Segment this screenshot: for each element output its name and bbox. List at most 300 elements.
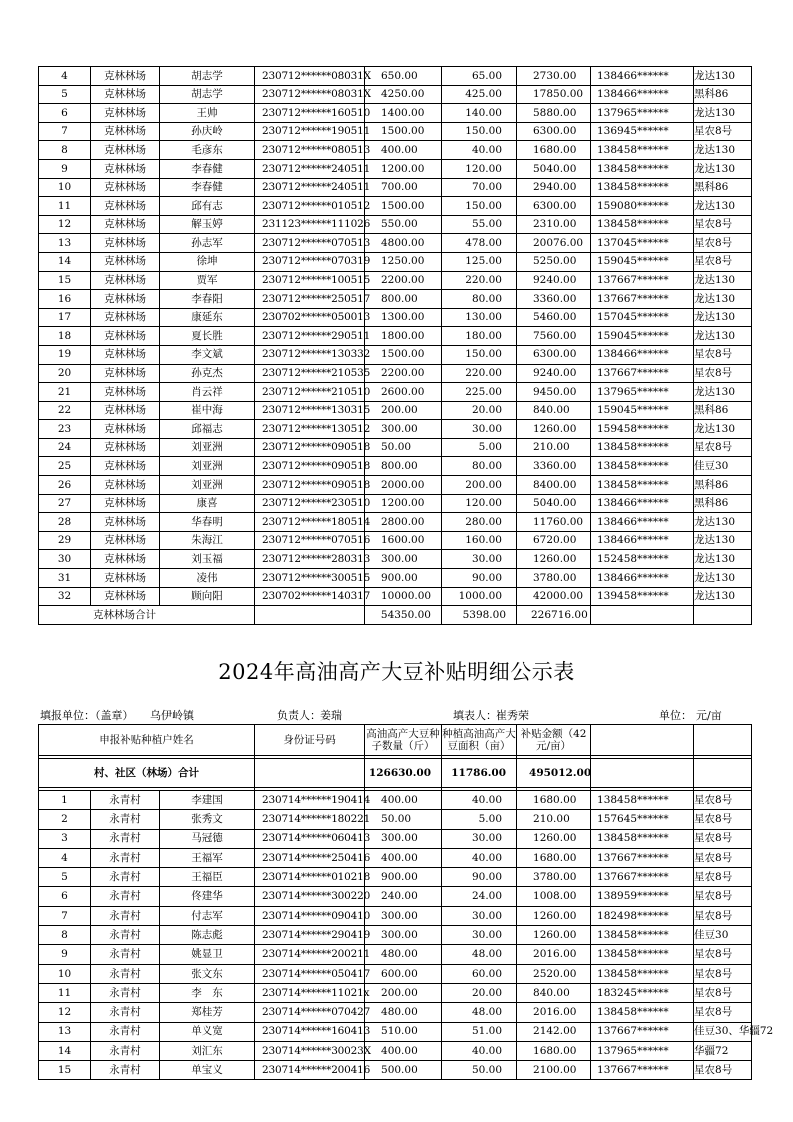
row-name: 李春健 <box>160 159 255 178</box>
row-unit: 克林林场 <box>91 197 160 216</box>
row-unit: 克林林场 <box>91 252 160 271</box>
table-row <box>39 159 752 178</box>
row-name: 邱有志 <box>160 197 255 216</box>
row-phone: 138466****** <box>591 569 694 588</box>
row-number: 26 <box>39 476 91 495</box>
row-phone: 138458****** <box>591 945 694 964</box>
row-phone: 138466****** <box>591 494 694 513</box>
row-unit: 永青村 <box>91 887 160 906</box>
row-phone: 182498****** <box>591 906 694 925</box>
row-unit: 克林林场 <box>91 550 160 569</box>
row-variety: 黑科86 <box>694 85 752 104</box>
row-number: 14 <box>39 1041 91 1060</box>
row-area: 90.00 <box>442 569 517 588</box>
table-row <box>39 234 752 253</box>
table-row <box>39 364 752 383</box>
row-area: 24.00 <box>442 887 517 906</box>
row-seed-qty: 300.00 <box>365 906 442 925</box>
row-area: 130.00 <box>442 308 517 327</box>
row-unit: 克林林场 <box>91 476 160 495</box>
total-label: 克林林场合计 <box>39 606 255 625</box>
row-amount: 8400.00 <box>517 476 591 495</box>
row-unit: 克林林场 <box>91 67 160 86</box>
row-phone: 138458****** <box>591 438 694 457</box>
row-phone: 152458****** <box>591 550 694 569</box>
table-row <box>39 215 752 234</box>
row-name: 刘亚洲 <box>160 438 255 457</box>
row-id-number: 230712******070319 <box>255 252 365 271</box>
table-row <box>39 964 752 983</box>
row-number: 12 <box>39 1003 91 1022</box>
row-name: 单义宽 <box>160 1022 255 1041</box>
row-id-number: 230714******070427 <box>255 1003 365 1022</box>
row-area: 80.00 <box>442 290 517 309</box>
row-area: 65.00 <box>442 67 517 86</box>
row-amount: 2310.00 <box>517 215 591 234</box>
row-phone: 138458****** <box>591 141 694 160</box>
table-row <box>39 85 752 104</box>
row-phone: 183245****** <box>591 983 694 1002</box>
row-id-number: 230714******190414 <box>255 791 365 810</box>
row-variety: 星农8号 <box>694 345 752 364</box>
row-variety: 星农8号 <box>694 438 752 457</box>
row-amount: 3780.00 <box>517 569 591 588</box>
row-id-number: 230712******210535 <box>255 364 365 383</box>
row-number: 11 <box>39 983 91 1002</box>
row-id-number: 230712******240511 <box>255 178 365 197</box>
row-number: 1 <box>39 791 91 810</box>
row-area: 478.00 <box>442 234 517 253</box>
row-unit: 克林林场 <box>91 569 160 588</box>
row-phone: 138458****** <box>591 1003 694 1022</box>
row-area: 150.00 <box>442 197 517 216</box>
row-unit: 永青村 <box>91 1003 160 1022</box>
row-id-number: 230712******08031X <box>255 67 365 86</box>
row-number: 24 <box>39 438 91 457</box>
row-number: 30 <box>39 550 91 569</box>
row-id-number: 230712******090518 <box>255 457 365 476</box>
row-seed-qty: 200.00 <box>365 983 442 1002</box>
row-number: 8 <box>39 926 91 945</box>
table-row <box>39 983 752 1002</box>
row-variety: 龙达130 <box>694 513 752 532</box>
row-id-number: 230712******08031X <box>255 85 365 104</box>
header-id: 身份证号码 <box>255 725 365 756</box>
row-area: 5.00 <box>442 438 517 457</box>
row-number: 28 <box>39 513 91 532</box>
row-unit: 克林林场 <box>91 587 160 606</box>
row-variety: 龙达130 <box>694 197 752 216</box>
row-name: 夏长胜 <box>160 327 255 346</box>
row-amount: 5460.00 <box>517 308 591 327</box>
row-amount: 1008.00 <box>517 887 591 906</box>
row-amount: 6300.00 <box>517 197 591 216</box>
row-seed-qty: 1500.00 <box>365 197 442 216</box>
row-variety: 龙达130 <box>694 550 752 569</box>
row-variety: 龙达130 <box>694 383 752 402</box>
row-amount: 1260.00 <box>517 926 591 945</box>
row-phone: 138466****** <box>591 85 694 104</box>
row-area: 48.00 <box>442 1003 517 1022</box>
row-seed-qty: 480.00 <box>365 1003 442 1022</box>
row-name: 郑桂芳 <box>160 1003 255 1022</box>
row-unit: 克林林场 <box>91 420 160 439</box>
row-name: 李春阳 <box>160 290 255 309</box>
row-unit: 永青村 <box>91 791 160 810</box>
row-phone: 138458****** <box>591 215 694 234</box>
row-amount: 7560.00 <box>517 327 591 346</box>
row-variety: 黑科86 <box>694 178 752 197</box>
row-amount: 1260.00 <box>517 550 591 569</box>
row-variety: 龙达130 <box>694 67 752 86</box>
row-amount: 9450.00 <box>517 383 591 402</box>
row-number: 6 <box>39 887 91 906</box>
table-row <box>39 308 752 327</box>
row-id-number: 230714******090410 <box>255 906 365 925</box>
row-variety: 星农8号 <box>694 868 752 887</box>
row-number: 23 <box>39 420 91 439</box>
table-row <box>39 1003 752 1022</box>
row-unit: 永青村 <box>91 945 160 964</box>
row-variety: 龙达130 <box>694 531 752 550</box>
row-phone: 138466****** <box>591 513 694 532</box>
row-area: 40.00 <box>442 848 517 867</box>
row-id-number: 230714******200416 <box>255 1061 365 1080</box>
row-seed-qty: 2200.00 <box>365 271 442 290</box>
row-id-number: 230712******180514 <box>255 513 365 532</box>
row-name: 康喜 <box>160 494 255 513</box>
row-unit: 克林林场 <box>91 122 160 141</box>
table-row <box>39 122 752 141</box>
row-name: 刘玉福 <box>160 550 255 569</box>
row-id-number: 230712******090518 <box>255 438 365 457</box>
table-row <box>39 327 752 346</box>
row-unit: 克林林场 <box>91 531 160 550</box>
row-variety: 龙达130 <box>694 271 752 290</box>
row-seed-qty: 1500.00 <box>365 345 442 364</box>
row-area: 5.00 <box>442 810 517 829</box>
table-summary-row <box>39 759 752 788</box>
row-variety: 华疆72 <box>694 1041 752 1060</box>
meta-currency-label: 单位： <box>659 709 692 722</box>
row-area: 40.00 <box>442 1041 517 1060</box>
row-amount: 210.00 <box>517 810 591 829</box>
table-row <box>39 829 752 848</box>
row-seed-qty: 400.00 <box>365 791 442 810</box>
row-amount: 1260.00 <box>517 420 591 439</box>
row-area: 220.00 <box>442 364 517 383</box>
row-amount: 6300.00 <box>517 122 591 141</box>
row-name: 解玉婷 <box>160 215 255 234</box>
row-area: 40.00 <box>442 141 517 160</box>
row-id-number: 230712******210510 <box>255 383 365 402</box>
header-applicant: 申报补贴种植户姓名 <box>39 725 255 756</box>
row-seed-qty: 2000.00 <box>365 476 442 495</box>
row-number: 31 <box>39 569 91 588</box>
row-area: 51.00 <box>442 1022 517 1041</box>
row-name: 李建国 <box>160 791 255 810</box>
row-unit: 永青村 <box>91 810 160 829</box>
row-number: 15 <box>39 1061 91 1080</box>
row-name: 孙克杰 <box>160 364 255 383</box>
row-name: 李春健 <box>160 178 255 197</box>
total-area: 5398.00 <box>442 606 517 625</box>
row-variety: 佳豆30 <box>694 457 752 476</box>
row-seed-qty: 510.00 <box>365 1022 442 1041</box>
row-amount: 2730.00 <box>517 67 591 86</box>
row-unit: 克林林场 <box>91 494 160 513</box>
row-name: 顾向阳 <box>160 587 255 606</box>
row-area: 425.00 <box>442 85 517 104</box>
row-number: 22 <box>39 401 91 420</box>
row-seed-qty: 1200.00 <box>365 159 442 178</box>
row-name: 康延东 <box>160 308 255 327</box>
row-variety: 星农8号 <box>694 234 752 253</box>
row-seed-qty: 1200.00 <box>365 494 442 513</box>
row-seed-qty: 400.00 <box>365 848 442 867</box>
row-variety: 龙达130 <box>694 587 752 606</box>
row-phone: 138458****** <box>591 926 694 945</box>
row-number: 9 <box>39 159 91 178</box>
row-seed-qty: 900.00 <box>365 868 442 887</box>
row-unit: 克林林场 <box>91 141 160 160</box>
row-amount: 5880.00 <box>517 104 591 123</box>
row-id-number: 230714******290419 <box>255 926 365 945</box>
row-unit: 永青村 <box>91 848 160 867</box>
row-seed-qty: 1800.00 <box>365 327 442 346</box>
row-id-number: 230714******060413 <box>255 829 365 848</box>
row-number: 6 <box>39 104 91 123</box>
row-number: 29 <box>39 531 91 550</box>
table-row <box>39 345 752 364</box>
row-phone: 137667****** <box>591 868 694 887</box>
row-seed-qty: 300.00 <box>365 829 442 848</box>
row-id-number: 231123******111026 <box>255 215 365 234</box>
row-unit: 克林林场 <box>91 85 160 104</box>
meta-leader-value: 姜瑞 <box>320 709 342 722</box>
row-unit: 克林林场 <box>91 364 160 383</box>
row-amount: 3360.00 <box>517 290 591 309</box>
row-unit: 永青村 <box>91 868 160 887</box>
row-variety: 黑科86 <box>694 401 752 420</box>
row-phone: 137667****** <box>591 364 694 383</box>
row-name: 朱海江 <box>160 531 255 550</box>
row-phone: 138458****** <box>591 791 694 810</box>
row-number: 25 <box>39 457 91 476</box>
row-amount: 5040.00 <box>517 494 591 513</box>
row-phone: 159045****** <box>591 252 694 271</box>
row-unit: 克林林场 <box>91 104 160 123</box>
row-name: 华春明 <box>160 513 255 532</box>
row-variety: 龙达130 <box>694 569 752 588</box>
row-number: 13 <box>39 1022 91 1041</box>
row-phone: 137965****** <box>591 104 694 123</box>
row-id-number: 230712******300515 <box>255 569 365 588</box>
row-amount: 3360.00 <box>517 457 591 476</box>
row-amount: 42000.00 <box>517 587 591 606</box>
row-phone: 138458****** <box>591 829 694 848</box>
row-variety: 龙达130 <box>694 308 752 327</box>
table-row <box>39 945 752 964</box>
table-row <box>39 1041 752 1060</box>
row-area: 30.00 <box>442 420 517 439</box>
row-number: 18 <box>39 327 91 346</box>
header-area: 种植高油高产大豆面积（亩） <box>442 727 516 752</box>
row-seed-qty: 550.00 <box>365 215 442 234</box>
table-row <box>39 67 752 86</box>
row-variety: 星农8号 <box>694 887 752 906</box>
row-phone: 159458****** <box>591 420 694 439</box>
row-area: 150.00 <box>442 345 517 364</box>
row-unit: 永青村 <box>91 1041 160 1060</box>
row-variety: 星农8号 <box>694 1003 752 1022</box>
row-amount: 17850.00 <box>517 85 591 104</box>
row-id-number: 230712******010512 <box>255 197 365 216</box>
row-amount: 6720.00 <box>517 531 591 550</box>
row-area: 20.00 <box>442 401 517 420</box>
table-total-row <box>39 606 752 625</box>
row-number: 16 <box>39 290 91 309</box>
row-phone: 138458****** <box>591 476 694 495</box>
table-row <box>39 791 752 810</box>
row-name: 贾军 <box>160 271 255 290</box>
table-row <box>39 1061 752 1080</box>
row-id-number: 230712******090518 <box>255 476 365 495</box>
row-id-number: 230712******070513 <box>255 234 365 253</box>
row-amount: 20076.00 <box>517 234 591 253</box>
row-id-number: 230712******290511 <box>255 327 365 346</box>
row-unit: 克林林场 <box>91 345 160 364</box>
row-name: 崔中海 <box>160 401 255 420</box>
table-row <box>39 531 752 550</box>
row-variety: 星农8号 <box>694 791 752 810</box>
row-phone: 137965****** <box>591 383 694 402</box>
row-variety: 龙达130 <box>694 327 752 346</box>
row-amount: 2016.00 <box>517 945 591 964</box>
meta-currency-value: 元/亩 <box>696 709 722 722</box>
row-amount: 5040.00 <box>517 159 591 178</box>
row-seed-qty: 500.00 <box>365 1061 442 1080</box>
row-amount: 6300.00 <box>517 345 591 364</box>
row-amount: 2016.00 <box>517 1003 591 1022</box>
row-variety: 星农8号 <box>694 964 752 983</box>
row-number: 11 <box>39 197 91 216</box>
row-unit: 克林林场 <box>91 271 160 290</box>
row-phone: 157645****** <box>591 810 694 829</box>
row-phone: 136945****** <box>591 122 694 141</box>
row-area: 80.00 <box>442 457 517 476</box>
row-unit: 克林林场 <box>91 327 160 346</box>
row-id-number: 230712******080513 <box>255 141 365 160</box>
row-id-number: 230702******140317 <box>255 587 365 606</box>
meta-unit-value: 乌伊岭镇 <box>150 709 194 722</box>
row-unit: 永青村 <box>91 1061 160 1080</box>
row-variety: 星农8号 <box>694 215 752 234</box>
row-area: 30.00 <box>442 550 517 569</box>
subsidy-table <box>38 724 774 1080</box>
row-name: 胡志学 <box>160 67 255 86</box>
row-phone: 157045****** <box>591 308 694 327</box>
table-row <box>39 926 752 945</box>
row-area: 120.00 <box>442 494 517 513</box>
row-name: 张文东 <box>160 964 255 983</box>
row-id-number: 230712******070516 <box>255 531 365 550</box>
table-row <box>39 438 752 457</box>
row-amount: 2100.00 <box>517 1061 591 1080</box>
table-row <box>39 513 752 532</box>
table-row <box>39 252 752 271</box>
row-phone: 159045****** <box>591 401 694 420</box>
row-number: 10 <box>39 178 91 197</box>
row-number: 3 <box>39 829 91 848</box>
row-phone: 137045****** <box>591 234 694 253</box>
row-name: 王帅 <box>160 104 255 123</box>
row-name: 姚显卫 <box>160 945 255 964</box>
row-name: 王福臣 <box>160 868 255 887</box>
row-id-number: 230714******30023X <box>255 1041 365 1060</box>
meta-filler-label: 填表人： <box>453 709 497 722</box>
row-seed-qty: 650.00 <box>365 67 442 86</box>
row-phone: 159080****** <box>591 197 694 216</box>
row-number: 7 <box>39 122 91 141</box>
row-number: 2 <box>39 810 91 829</box>
meta-leader-label: 负责人： <box>277 709 321 722</box>
row-number: 4 <box>39 848 91 867</box>
row-area: 55.00 <box>442 215 517 234</box>
row-area: 150.00 <box>442 122 517 141</box>
row-unit: 永青村 <box>91 906 160 925</box>
row-id-number: 230712******130512 <box>255 420 365 439</box>
row-unit: 永青村 <box>91 926 160 945</box>
row-amount: 11760.00 <box>517 513 591 532</box>
row-name: 胡志学 <box>160 85 255 104</box>
table-row <box>39 887 752 906</box>
table-row <box>39 476 752 495</box>
row-seed-qty: 600.00 <box>365 964 442 983</box>
table-row <box>39 569 752 588</box>
row-seed-qty: 400.00 <box>365 1041 442 1060</box>
table-row <box>39 848 752 867</box>
row-id-number: 230712******230510 <box>255 494 365 513</box>
row-unit: 永青村 <box>91 983 160 1002</box>
row-number: 9 <box>39 945 91 964</box>
row-phone: 138458****** <box>591 964 694 983</box>
row-unit: 克林林场 <box>91 234 160 253</box>
table-header-row <box>39 725 752 756</box>
row-variety: 星农8号 <box>694 848 752 867</box>
row-number: 13 <box>39 234 91 253</box>
row-number: 27 <box>39 494 91 513</box>
row-id-number: 230712******130332 <box>255 345 365 364</box>
row-name: 肖云祥 <box>160 383 255 402</box>
row-area: 120.00 <box>442 159 517 178</box>
table-row <box>39 810 752 829</box>
summary-seed: 126630.00 <box>365 759 442 788</box>
row-name: 邱福志 <box>160 420 255 439</box>
row-amount: 2940.00 <box>517 178 591 197</box>
row-id-number: 230714******050417 <box>255 964 365 983</box>
header-seed: 高油高产大豆种子数量（斤） <box>366 727 440 752</box>
row-seed-qty: 800.00 <box>365 290 442 309</box>
row-unit: 克林林场 <box>91 308 160 327</box>
page-title: 2024年高油高产大豆补贴明细公示表 <box>218 660 575 684</box>
row-seed-qty: 4800.00 <box>365 234 442 253</box>
row-phone: 138466****** <box>591 67 694 86</box>
row-amount: 2142.00 <box>517 1022 591 1041</box>
row-number: 10 <box>39 964 91 983</box>
row-id-number: 230712******250517 <box>255 290 365 309</box>
row-area: 48.00 <box>442 945 517 964</box>
